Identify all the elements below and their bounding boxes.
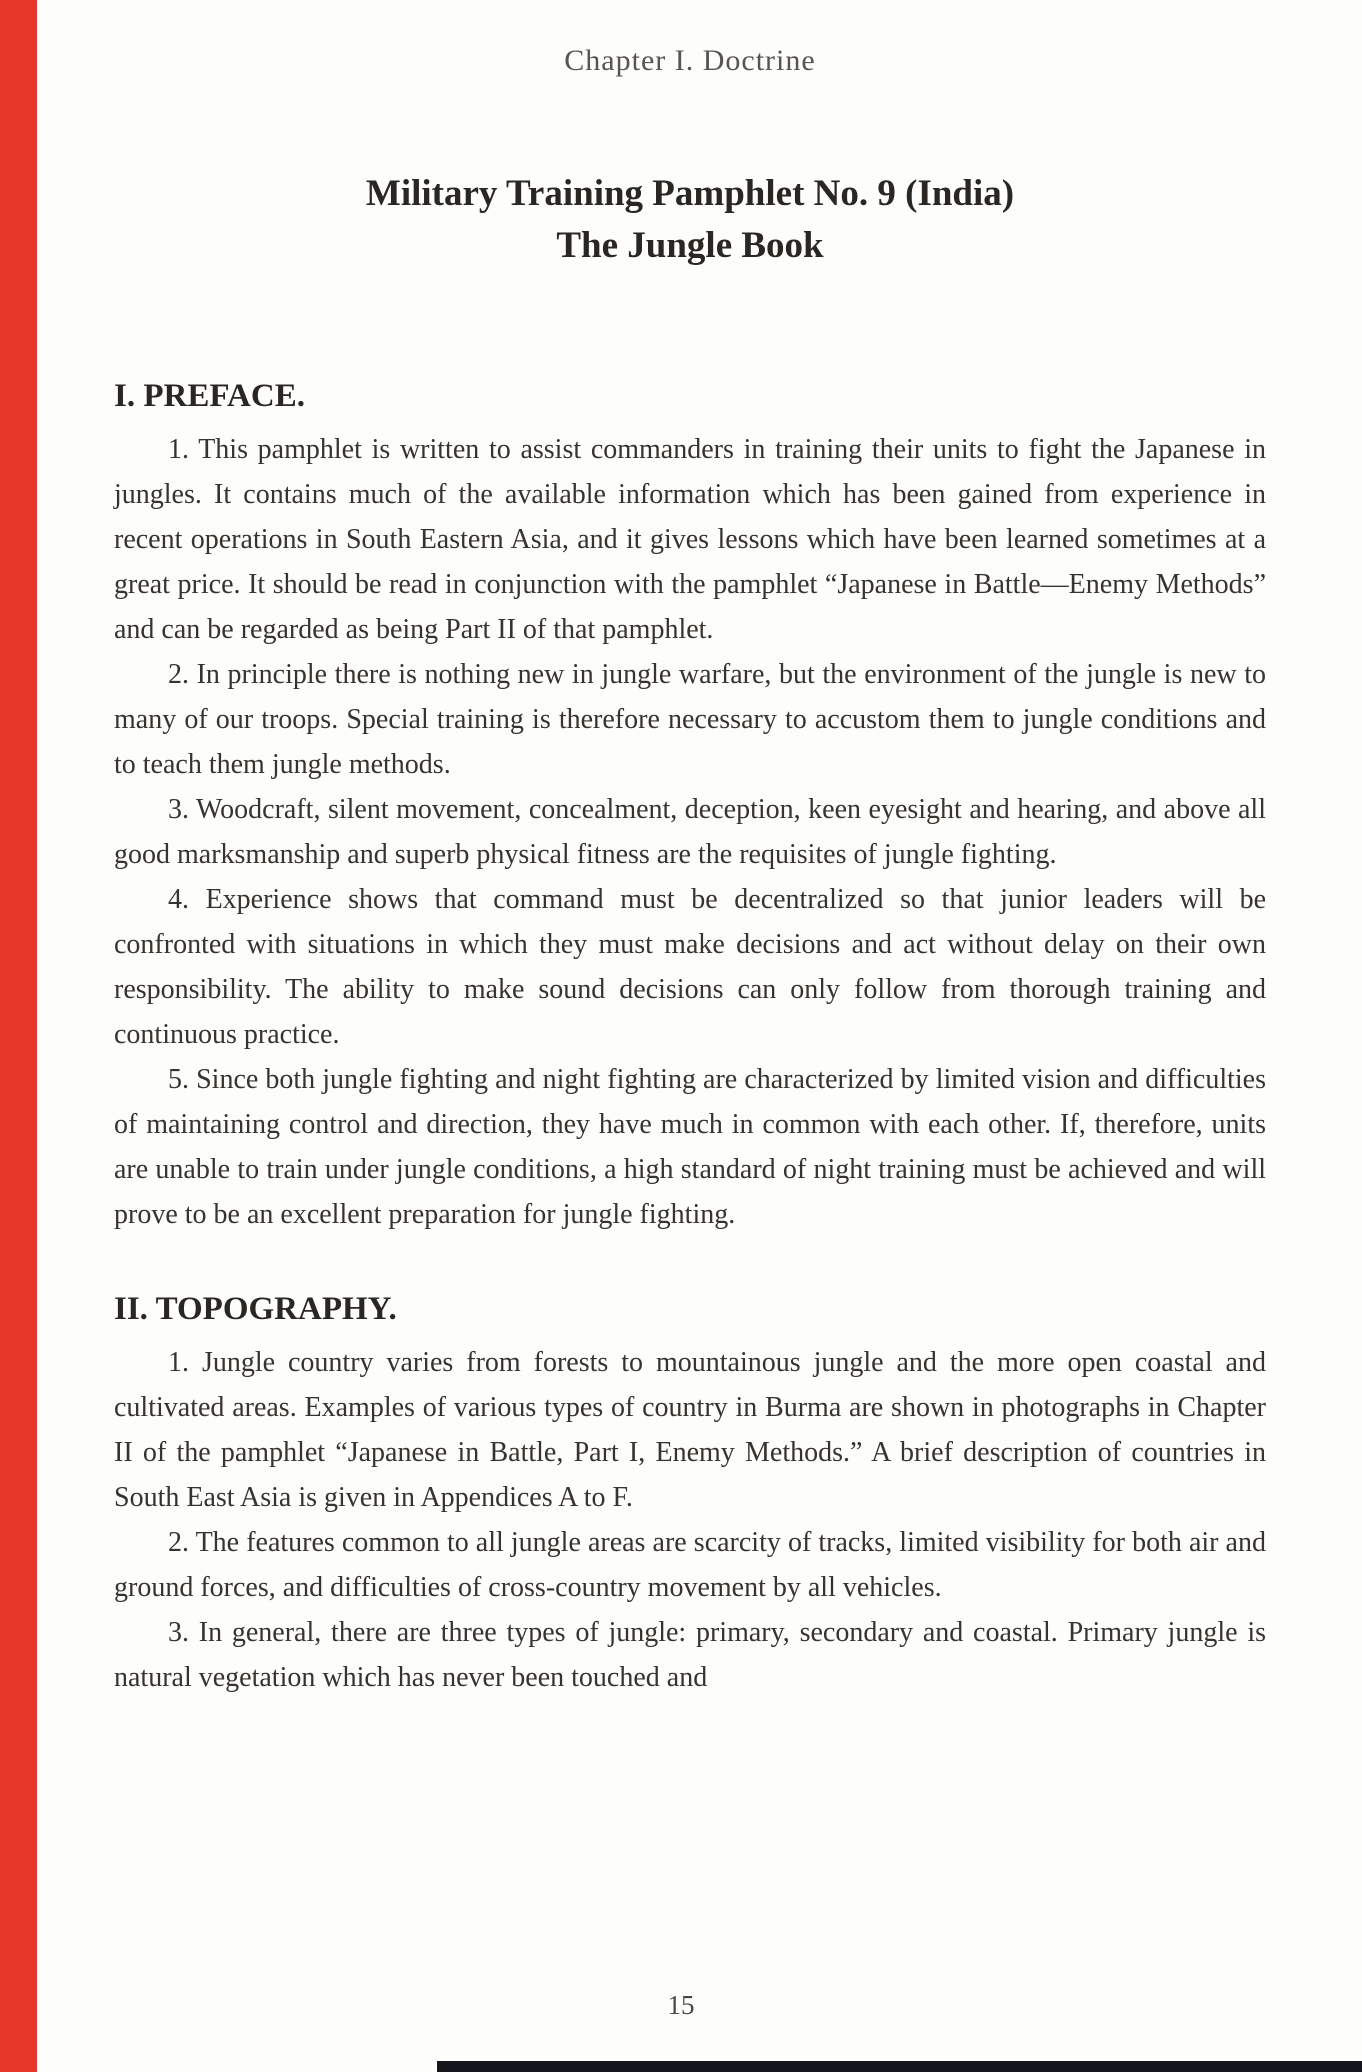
pamphlet-title-line-2: The Jungle Book [556,225,824,266]
section-heading-topography: II. TOPOGRAPHY. [114,1291,397,1327]
preface-paragraph-1: 1. This pamphlet is written to assist commanders in training their units to fight the Japanese in jungles. It contains much of the available information which has been gained from experience in recent operations in South Eastern Asia, and it gives lessons which have been learned sometimes at a great price. It should be read in conjunction with the pamphlet “Japanese in Battle—Enemy Methods” and can be regarded as being Part II of that pamphlet. [114,434,1266,645]
pamphlet-title [114,168,1266,272]
topography-paragraph-2: 2. The features common to all jungle areas are scarcity of tracks, limited visibility for both air and ground forces, and difficulties of cross-country movement by all vehicles. [114,1527,1266,1603]
topography-paragraph-1: 1. Jungle country varies from forests to mountainous jungle and the more open coastal and cultivated areas. Examples of various types of country in Burma are shown in photographs in Chapter II of the pamphlet “Japanese in Battle, Part I, Enemy Methods.” A brief description of countries in South East Asia is given in Appendices A to F. [114,1347,1266,1513]
section-preface [114,378,1266,1237]
preface-paragraph-3: 3. Woodcraft, silent movement, concealment, deception, keen eyesight and hearing, and above all good marksmanship and superb physical fitness are the requisites of jungle fighting. [114,794,1266,870]
section-topography [114,1291,1266,1700]
bottom-edge-dark-bar [437,2061,1362,2072]
page-number: 15 [667,1990,695,2020]
preface-paragraph-4: 4. Experience shows that command must be decentralized so that junior leaders will be confronted with situations in which they must make decisions and act without delay on their own responsibility. The ability to make sound decisions can only follow from thorough training and continuous practice. [114,884,1266,1050]
left-edge-red-stripe [0,0,37,2072]
topography-paragraph-3: 3. In general, there are three types of jungle: primary, secondary and coastal. Primary jungle is natural vegetation which has never been touched and [114,1617,1266,1693]
chapter-header: Chapter I. Doctrine [564,44,816,77]
page-content [114,0,1266,1700]
section-heading-preface: I. PREFACE. [114,378,305,414]
preface-paragraph-5: 5. Since both jungle fighting and night fighting are characterized by limited vision and difficulties of maintaining control and direction, they have much in common with each other. If, therefore, units are unable to train under jungle conditions, a high standard of night training must be achieved and will prove to be an excellent preparation for jungle fighting. [114,1064,1266,1230]
pamphlet-title-line-1: Military Training Pamphlet No. 9 (India) [365,173,1015,214]
preface-paragraph-2: 2. In principle there is nothing new in jungle warfare, but the environment of the jungle is new to many of our troops. Special training is therefore necessary to accustom them to jungle conditions and to teach them jungle methods. [114,659,1266,780]
